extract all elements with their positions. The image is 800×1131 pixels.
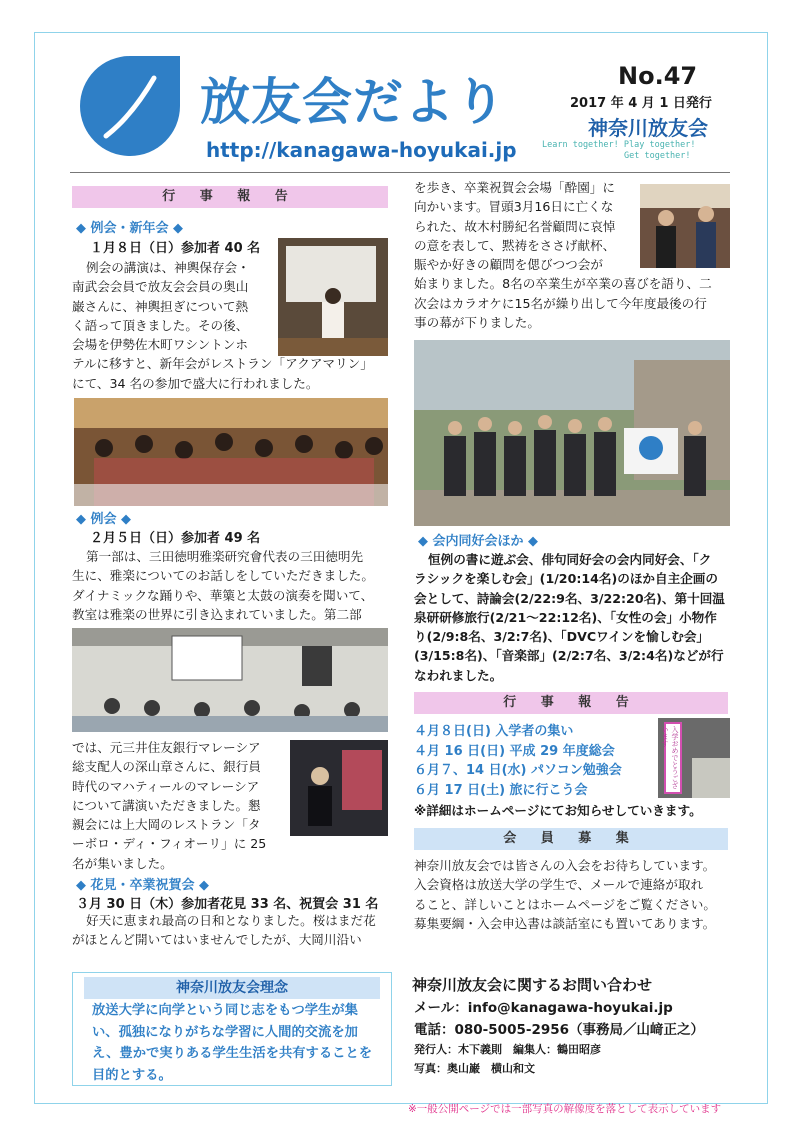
classroom-photo (72, 628, 388, 732)
site-url-link[interactable]: http://kanagawa-hoyukai.jp (206, 138, 517, 162)
text-line: なわれました。 (414, 667, 503, 683)
ceremony-banner: 入学おめでとうございます (664, 722, 682, 794)
text-line: を歩き、卒業祝賀会会場「酔園」に (414, 180, 615, 195)
schedule-heading: 行 事 報 告 (414, 692, 728, 714)
hanami-date-line: ３月 30 日（木）参加者花見 33 名、祝賀会 31 名 (76, 897, 379, 912)
text-line: られた、故木村勝紀名誉顧問に哀悼 (414, 218, 616, 234)
leaf-logo-icon (76, 52, 184, 160)
text-line: 入会資格は放送大学の学生で、メールで連絡が取れ (414, 877, 704, 893)
text-line: 親会には上大岡のレストラン「タ (72, 817, 261, 833)
text-line: 恒例の書に遊ぶ会、俳句同好会の会内同好会、「ク (428, 552, 712, 567)
tagline-1: Learn together! Play together! (542, 140, 696, 150)
newyear-date-line: １月８日（日）参加者 40 名 (90, 241, 261, 256)
photo-credits: 写真：奥山巌 横山和文 (414, 1062, 535, 1075)
text-line: について講演いただきました。懇 (72, 797, 261, 813)
text-line: (3/15:8名)、「音楽部」(2/2:7名、3/2:4名)などが行 (414, 648, 724, 664)
text-line: 泉研研修旅行(2/21～22:12名)、「女性の会」小物作 (414, 609, 717, 625)
text-line: 募集要綱・入会申込書は談話室にも置いてあります。 (414, 915, 716, 931)
issue-number: No.47 (618, 62, 698, 90)
text-line: ラシックを楽しむ会」(1/20:14名)のほか自主企画の (414, 571, 718, 587)
text-line: 第一部は、三田徳明雅楽研究會代表の三田徳明先 (86, 549, 364, 564)
issue-date: 2017 年 4 月 1 日発行 (570, 96, 712, 111)
banquet-photo (290, 740, 388, 836)
schedule-item: ６月 17 日(土) 旅に行こう会 (414, 782, 588, 798)
recruit-text (414, 856, 716, 933)
meeting-text (72, 547, 374, 624)
header-divider (70, 172, 730, 173)
schedule-note: ※詳細はホームページにてお知らせしていきます。 (414, 803, 702, 818)
text-line: 南武会会員で放友会会員の奥山 (72, 279, 249, 295)
text-line: 総支配人の深山章さんに、銀行員 (72, 759, 261, 775)
party-photo (74, 398, 388, 506)
text-line: 放送大学に向学という同じ志をもつ学生が集 (92, 1003, 358, 1018)
philosophy-heading: 神奈川放友会理念 (84, 977, 380, 999)
organization-name: 神奈川放友会 (588, 116, 708, 140)
text-line: 始まりました。8名の卒業生が卒業の喜びを語り、二 (414, 276, 712, 292)
text-line: ーボロ・ディ・フィオーリ」に 25 (72, 836, 267, 852)
text-line: 好天に恵まれ最高の日和となりました。桜はまだ花 (86, 913, 376, 928)
footer-note: ※一般公開ページでは一部写真の解像度を落として表示しています (408, 1103, 722, 1115)
text-line: 事の幕が下りました。 (414, 315, 540, 331)
contact-email-link[interactable]: メール：info@kanagawa-hoyukai.jp (414, 1000, 673, 1016)
text-line: 賑やか好きの顧問を偲びつつ会が (414, 257, 603, 273)
tagline-2: Get together! (624, 151, 691, 161)
text-line: 生に、雅楽についてのお話しをしていただきました。 (72, 568, 374, 584)
ceremony-floor (692, 758, 730, 798)
report-heading: 行 事 報 告 (72, 186, 388, 208)
text-line: 教室は雅楽の世界に引き込まれていました。第二部 (72, 606, 362, 622)
contact-title: 神奈川放友会に関するお問い合わせ (412, 976, 653, 994)
lecture-photo (278, 238, 388, 356)
recruit-heading: 会 員 募 集 (414, 828, 728, 850)
hanami-text (72, 911, 376, 950)
toast-photo (640, 184, 730, 268)
text-line: 目的とする。 (92, 1067, 172, 1083)
schedule-item: ４月 16 日(日) 平成 29 年度総会 (414, 743, 615, 759)
meeting-subtitle: ◆ 例会 ◆ (76, 512, 132, 527)
clubs-subtitle: ◆ 会内同好会ほか ◆ (418, 534, 539, 549)
text-line: 会として、詩論会(2/22:9名、3/22:20名)、第十回温 (414, 590, 725, 606)
contact-phone: 電話：080-5005-2956（事務局／山﨑正之） (414, 1022, 705, 1038)
schedule-item: ４月８日(日) 入学者の集い (414, 724, 574, 739)
publisher-credits: 発行人：木下義則 編集人：鶴田昭彦 (414, 1043, 601, 1056)
text-line: の意を表して、黙祷をささげ献杯、 (414, 237, 616, 253)
text-line: り(2/9:8名、3/2:7名)、「DVCワインを愉しむ会」 (414, 629, 710, 645)
meeting-text-2 (72, 738, 266, 873)
schedule-list (414, 722, 622, 800)
text-line: テルに移すと、新年会がレストラン「アクアマリン」 (72, 356, 373, 372)
text-line: がほとんど開いてはいませんでしたが、大岡川沿い (72, 932, 362, 948)
meeting-date-line: ２月５日（日）参加者 49 名 (90, 531, 261, 546)
text-line: 巌さんに、神輿担ぎについて熱 (72, 298, 249, 314)
schedule-item: ６月７、14 日(水) パソコン勉強会 (414, 763, 622, 778)
newsletter-title: 放友会だより (200, 73, 506, 131)
clubs-text (414, 550, 725, 685)
text-line: にて、34 名の参加で盛大に行われました。 (72, 375, 319, 391)
text-line: では、元三井住友銀行マレーシア (72, 740, 261, 755)
ceremony-photo (658, 718, 730, 798)
text-line: ること、詳しいことはホームページをご覧ください。 (414, 896, 716, 912)
text-line: 次会はカラオケに15名が繰り出して今年度最後の行 (414, 295, 707, 311)
text-line: ダイナミックな踊りや、華篥と太鼓の演奏を聞いて、 (72, 587, 374, 603)
text-line: 例会の講演は、神輿保存会・ (86, 260, 250, 275)
text-line: 名が集いました。 (72, 855, 173, 871)
text-line: え、豊かで実りある学生生活を共有することを (92, 1046, 373, 1062)
text-line: 時代のマハティールのマレーシア (72, 778, 260, 794)
newyear-subtitle: ◆ 例会・新年会 ◆ (76, 221, 184, 236)
text-line: い、孤独になりがちな学習に人間的交流を加 (92, 1024, 358, 1040)
text-line: 神奈川放友会では皆さんの入会をお待ちしています。 (414, 858, 716, 873)
text-line: 向かいます。冒頭3月16日に亡くな (414, 199, 614, 215)
philosophy-text (92, 1000, 372, 1086)
group-photo (414, 340, 730, 526)
hanami-subtitle: ◆ 花見・卒業祝賀会 ◆ (76, 878, 210, 893)
text-line: く語って頂きました。その後、 (72, 317, 249, 333)
text-line: 会場を伊勢佐木町ワシントンホ (72, 337, 248, 353)
